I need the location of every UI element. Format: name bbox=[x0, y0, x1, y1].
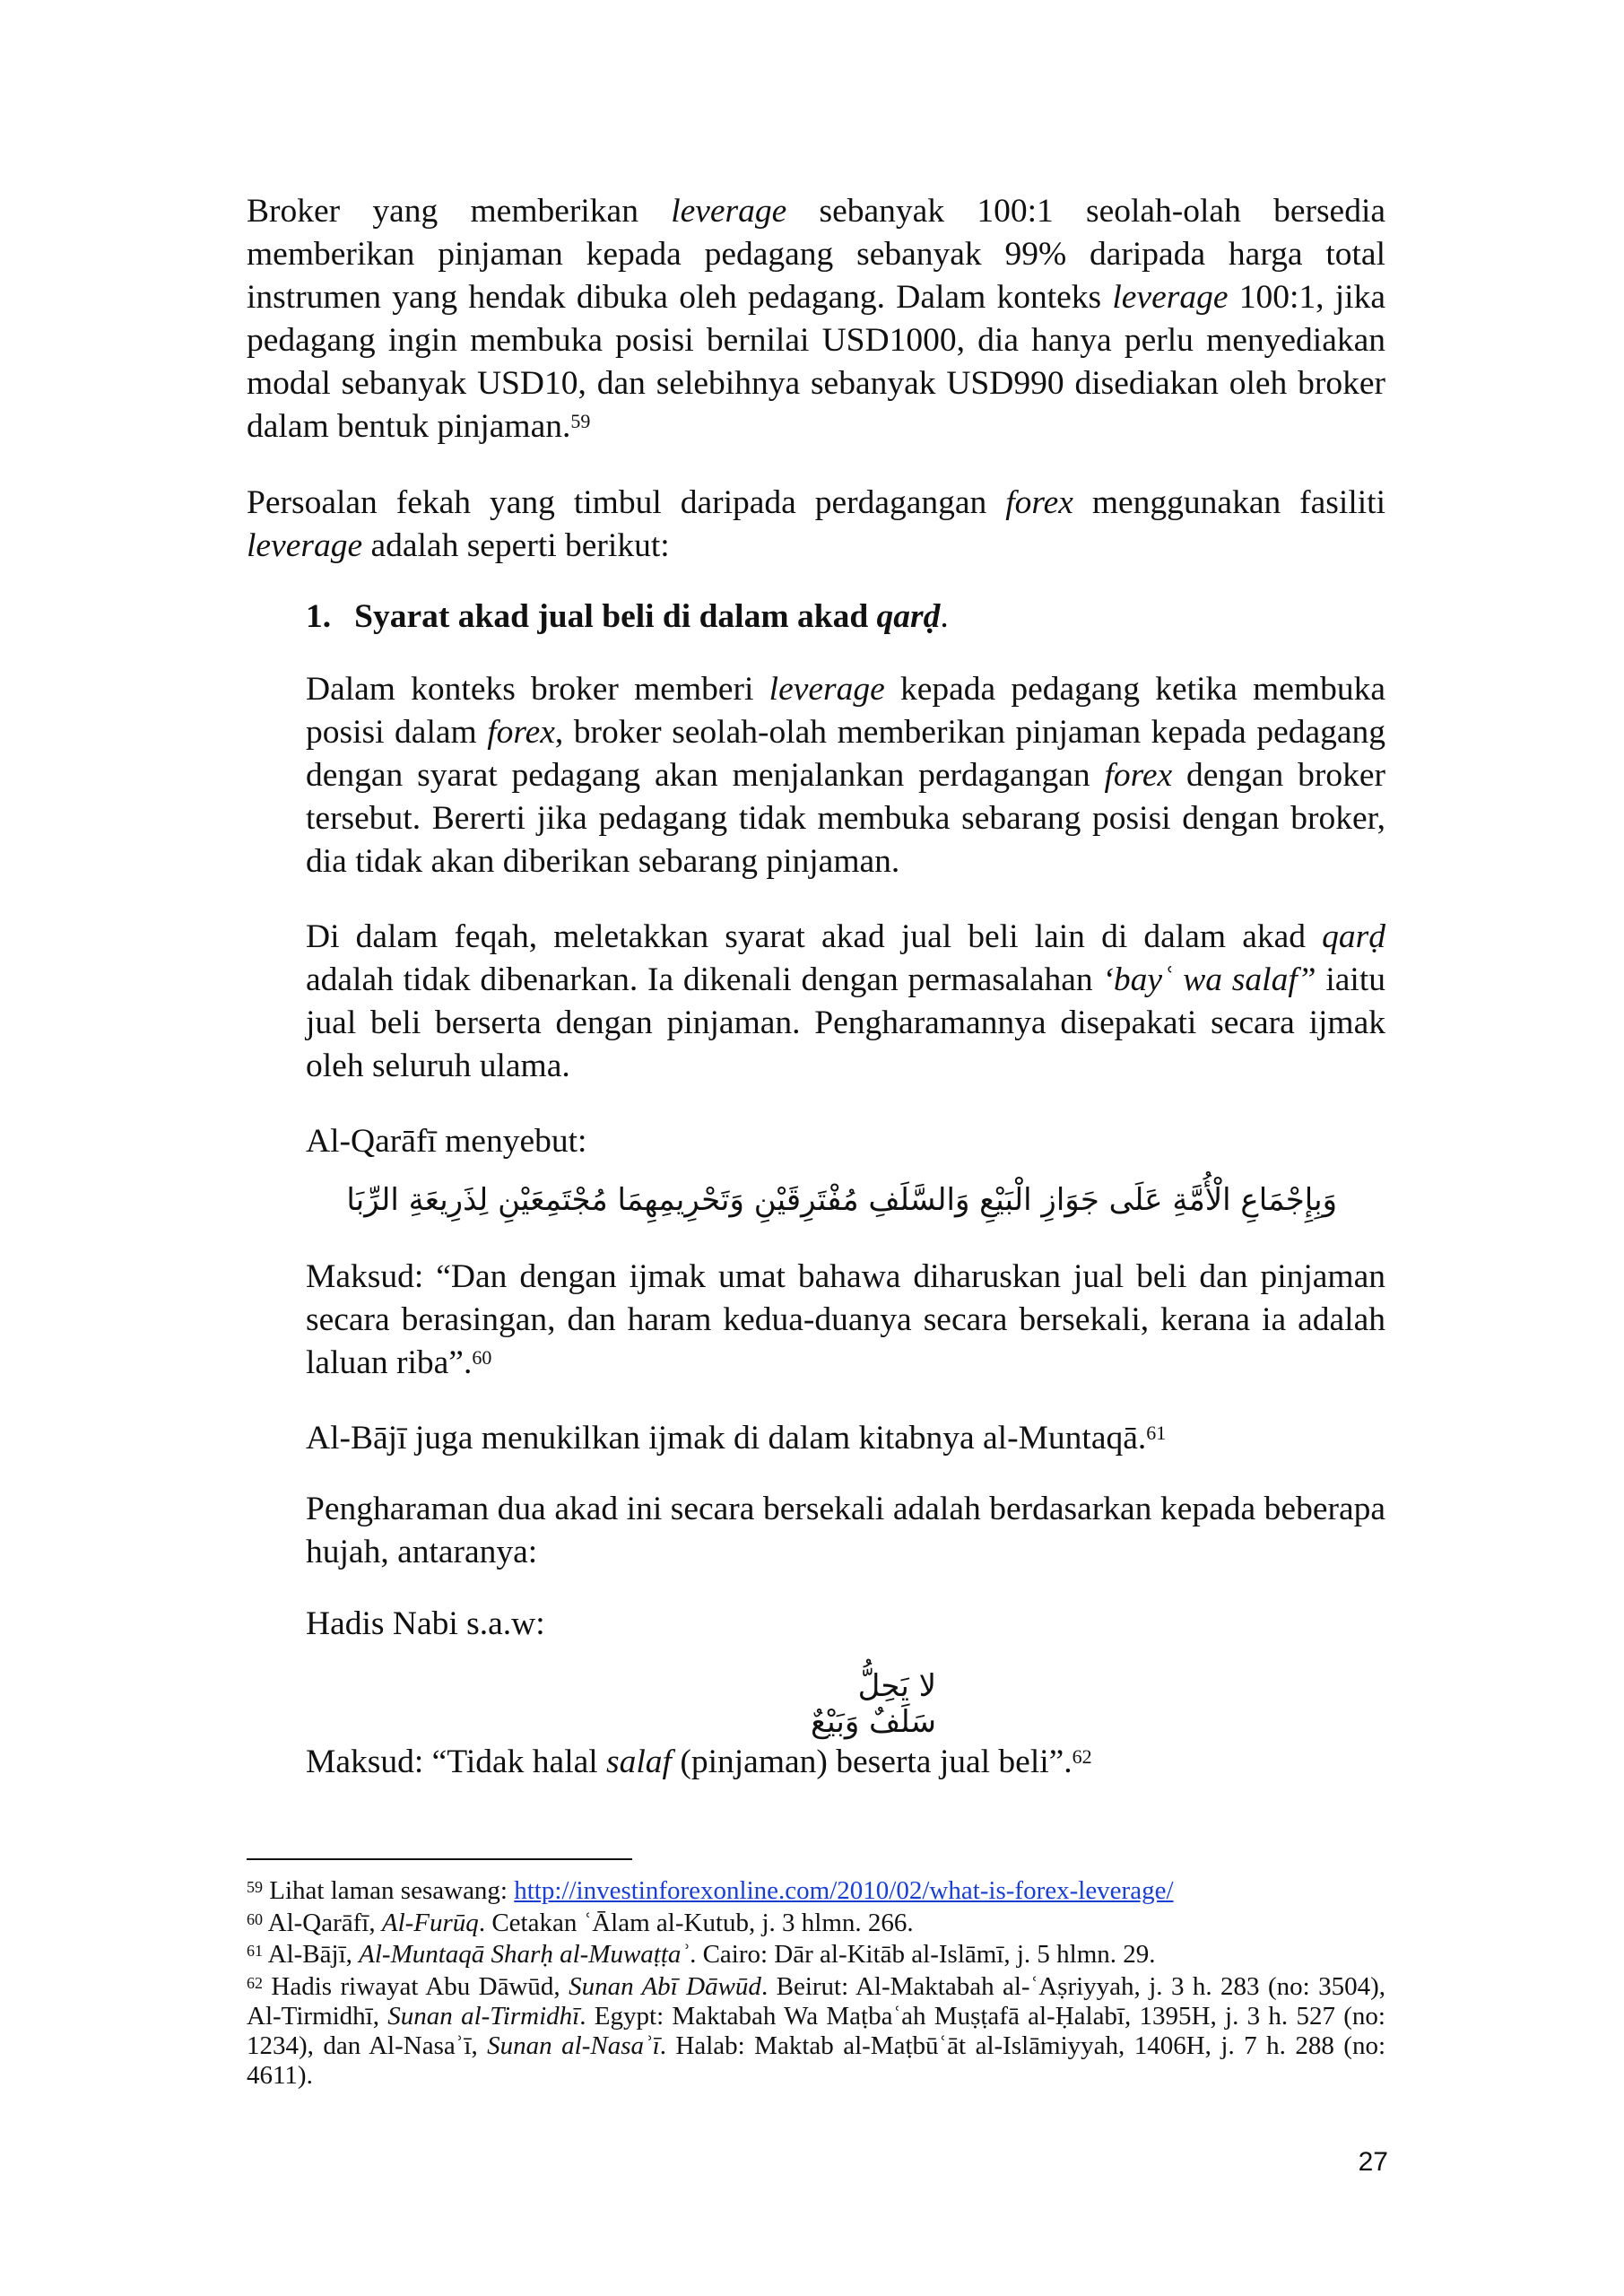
text: Hadis riwayat Abu Dāwūd, bbox=[263, 1972, 569, 2001]
page-number: 27 bbox=[1358, 2147, 1388, 2177]
footnote-ref-60: 60 bbox=[472, 1346, 492, 1369]
footnote-separator bbox=[247, 1858, 632, 1860]
text: dengan broker tersebut. Bererti jika pedagang tidak membuka sebarang posisi dengan broker, dia tidak akan diberikan sebarang pinjaman. bbox=[306, 757, 1385, 880]
heading-number: 1. bbox=[306, 598, 332, 635]
heading-text: Syarat akad jual beli di dalam akad bbox=[354, 598, 877, 635]
paragraph-feqah-condition bbox=[306, 916, 1385, 1088]
text: Al-Qarāfī, bbox=[263, 1909, 382, 1937]
text: menggunakan fasiliti bbox=[1073, 484, 1385, 521]
footnote-59 bbox=[247, 1876, 1385, 1906]
paragraph-leverage-explanation bbox=[247, 190, 1385, 448]
text: . Cairo: Dār al-Kitāb al-Islāmī, j. 5 hlmn. 29. bbox=[690, 1940, 1156, 1969]
text: . Halab: Maktab al-Maṭbūʿāt al-Islāmiyyah, 1406H, j. 7 h. 288 (no: 4611). bbox=[247, 2031, 1386, 2090]
text: Al-Bājī, bbox=[263, 1940, 360, 1969]
text: . Egypt: Maktabah Wa Maṭbaʿah Muṣṭafā al-Ḥalabī, 1395H, j. 3 h. 527 (no: 1234), dan Al-Nasaʾī, bbox=[247, 2002, 1385, 2060]
footnote-link[interactable]: http://investinforexonline.com/2010/02/what-is-forex-leverage/ bbox=[514, 1876, 1174, 1905]
text: adalah tidak dibenarkan. Ia dikenali dengan permasalahan bbox=[306, 961, 1103, 998]
text: Maksud: “Dan dengan ijmak umat bahawa diharuskan jual beli dan pinjaman secara berasingan, dan haram kedua-duanya secara bersekali, kerana ia adalah laluan riba”. bbox=[306, 1258, 1385, 1381]
italic-term: forex bbox=[1104, 757, 1173, 794]
footnote-ref-59: 59 bbox=[570, 410, 591, 432]
text: Al-Bājī juga menukilkan ijmak di dalam kitabnya al-Muntaqā. bbox=[306, 1420, 1147, 1457]
italic-term: qarḍ bbox=[1322, 918, 1385, 955]
text: . Beirut: Al-Maktabah al-ʿAṣriyyah, j. 3 h. 283 (no: 3504), Al-Tirmidhī, bbox=[247, 1972, 1385, 2031]
italic-title: Sunan Abī Dāwūd bbox=[569, 1972, 761, 2001]
italic-title: Sunan al-Nasaʾī bbox=[487, 2031, 660, 2060]
section-heading bbox=[306, 596, 1385, 639]
italic-title: Sunan al-Tirmidhī bbox=[387, 2002, 580, 2031]
text: kepada pedagang ketika membuka posisi dalam bbox=[306, 671, 1385, 751]
italic-term: forex bbox=[1005, 484, 1073, 521]
italic-title: Al-Muntaqā Sharḥ al-Muwaṭṭaʾ bbox=[359, 1940, 690, 1969]
footnote-ref-62: 62 bbox=[1072, 1745, 1092, 1768]
footnote-number: 61 bbox=[247, 1942, 263, 1960]
italic-title: Al-Furūq bbox=[381, 1909, 479, 1937]
italic-term: leverage bbox=[247, 527, 363, 564]
footnote-60 bbox=[247, 1909, 1385, 1938]
paragraph-arguments: Pengharaman dua akad ini secara bersekali adalah berdasarkan kepada beberapa hujah, antaranya: bbox=[306, 1491, 1385, 1570]
text: Maksud: “Tidak halal bbox=[306, 1744, 607, 1780]
italic-term: leverage bbox=[1112, 279, 1229, 316]
text: Broker yang memberikan bbox=[247, 193, 672, 230]
text: . Cetakan ʿĀlam al-Kutub, j. 3 hlmn. 266. bbox=[478, 1909, 914, 1937]
italic-term: ‘bayʿ wa salaf” bbox=[1102, 961, 1316, 998]
text: iaitu jual beli berserta dengan pinjaman. Pengharamannya disepakati secara ijmak oleh seluruh ulama. bbox=[306, 961, 1385, 1084]
text: 100:1, jika pedagang ingin membuka posisi bernilai USD1000, dia hanya perlu menyediakan modal sebanyak USD10, dan selebihnya sebanyak USD990 disediakan oleh broker dalam bentuk pinjaman. bbox=[247, 279, 1385, 445]
footnote-number: 59 bbox=[247, 1878, 263, 1896]
italic-term: leverage bbox=[769, 671, 885, 708]
text: Dalam konteks broker memberi bbox=[306, 671, 769, 708]
arabic-hadith: لا يَحِلُّ سَلَفٌ وَبَيْعٌ bbox=[811, 1668, 936, 1740]
paragraph-baji bbox=[306, 1417, 1385, 1460]
italic-term: forex bbox=[487, 714, 555, 751]
footnote-62 bbox=[247, 1972, 1385, 2091]
text: . bbox=[940, 598, 949, 635]
paragraph-qarafi-intro: Al-Qarāfī menyebut: bbox=[306, 1123, 587, 1160]
text: , broker seolah-olah memberikan pinjaman kepada pedagang dengan syarat pedagang akan menjalankan perdagangan bbox=[306, 714, 1385, 794]
text: Lihat laman sesawang: bbox=[263, 1876, 515, 1905]
heading-italic-term: qarḍ bbox=[876, 598, 941, 635]
paragraph-fiqh-issues bbox=[247, 482, 1385, 568]
text: Di dalam feqah, meletakkan syarat akad jual beli lain di dalam akad bbox=[306, 918, 1323, 955]
paragraph-hadith-meaning bbox=[306, 1741, 1385, 1784]
text: adalah seperti berikut: bbox=[362, 527, 670, 564]
footnote-ref-61: 61 bbox=[1146, 1422, 1167, 1444]
italic-term: salaf bbox=[606, 1744, 672, 1780]
footnote-number: 60 bbox=[247, 1910, 263, 1928]
text: sebanyak 100:1 seolah-olah bersedia memberikan pinjaman kepada pedagang sebanyak 99% daripada harga total instrumen yang hendak dibuka oleh pedagang. Dalam konteks bbox=[247, 193, 1386, 316]
footnote-61 bbox=[247, 1940, 1385, 1970]
paragraph-broker-loan bbox=[306, 668, 1385, 883]
paragraph-hadith-intro: Hadis Nabi s.a.w: bbox=[306, 1605, 545, 1642]
paragraph-qarafi-meaning bbox=[306, 1256, 1385, 1385]
text: Persoalan fekah yang timbul daripada perdagangan bbox=[247, 484, 1006, 521]
italic-term: leverage bbox=[671, 193, 787, 230]
text: (pinjaman) beserta jual beli”. bbox=[671, 1744, 1073, 1780]
footnote-number: 62 bbox=[247, 1974, 263, 1992]
arabic-quote-qarafi: وَبِإِجْمَاعِ الْأُمَّةِ عَلَى جَوَازِ الْبَيْعِ وَالسَّلَفِ مُفْتَرِقَيْنِ وَتَحْرِيمِهِمَا مُجْتَمِعَيْنِ لِذَرِيعَةِ الرِّبَا bbox=[346, 1182, 1337, 1218]
